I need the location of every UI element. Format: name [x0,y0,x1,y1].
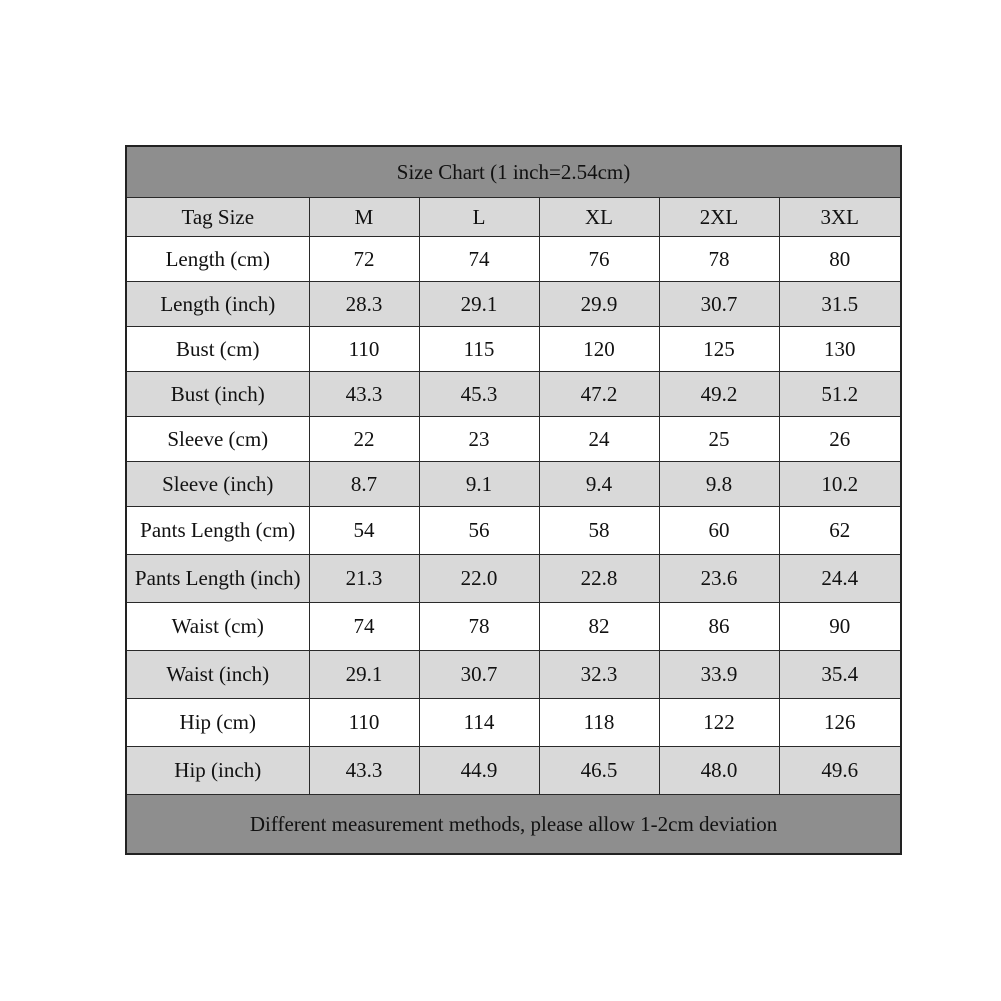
table-cell: 122 [659,699,779,747]
table-cell: 62 [779,507,901,555]
table-cell: 82 [539,603,659,651]
table-cell: 45.3 [419,372,539,417]
table-cell: 43.3 [309,372,419,417]
table-cell: 29.1 [309,651,419,699]
table-cell: 30.7 [419,651,539,699]
table-row [126,282,901,327]
size-chart-table [125,145,902,855]
table-cell: 125 [659,327,779,372]
table-row [126,462,901,507]
table-cell: 31.5 [779,282,901,327]
table-cell: 10.2 [779,462,901,507]
row-label: Sleeve (cm) [126,417,309,462]
table-cell: 74 [419,237,539,282]
table-cell: 8.7 [309,462,419,507]
header-row [126,198,901,237]
column-header-3xl: 3XL [779,198,901,237]
table-cell: 86 [659,603,779,651]
row-label: Waist (cm) [126,603,309,651]
column-header-m: M [309,198,419,237]
row-label: Pants Length (cm) [126,507,309,555]
row-label: Pants Length (inch) [126,555,309,603]
row-label: Hip (inch) [126,747,309,795]
table-cell: 78 [419,603,539,651]
table-cell: 118 [539,699,659,747]
table-cell: 22.8 [539,555,659,603]
table-cell: 21.3 [309,555,419,603]
table-cell: 90 [779,603,901,651]
row-label: Waist (inch) [126,651,309,699]
row-label: Length (inch) [126,282,309,327]
table-cell: 43.3 [309,747,419,795]
table-cell: 24.4 [779,555,901,603]
row-label: Bust (inch) [126,372,309,417]
title-row [126,146,901,198]
table-cell: 46.5 [539,747,659,795]
table-cell: 28.3 [309,282,419,327]
table-cell: 35.4 [779,651,901,699]
row-label: Bust (cm) [126,327,309,372]
table-row [126,747,901,795]
table-cell: 49.2 [659,372,779,417]
table-cell: 24 [539,417,659,462]
table-row [126,507,901,555]
deviation-note: Different measurement methods, please allow 1-2cm deviation [126,795,901,855]
table-cell: 78 [659,237,779,282]
table-cell: 9.1 [419,462,539,507]
table-cell: 48.0 [659,747,779,795]
table-cell: 60 [659,507,779,555]
row-label: Hip (cm) [126,699,309,747]
table-cell: 72 [309,237,419,282]
row-label: Length (cm) [126,237,309,282]
table-cell: 54 [309,507,419,555]
table-cell: 76 [539,237,659,282]
table-cell: 32.3 [539,651,659,699]
table-cell: 9.4 [539,462,659,507]
table-cell: 29.1 [419,282,539,327]
table-cell: 25 [659,417,779,462]
column-header-2xl: 2XL [659,198,779,237]
table-row [126,555,901,603]
table-cell: 49.6 [779,747,901,795]
column-header-xl: XL [539,198,659,237]
column-header-l: L [419,198,539,237]
table-body [126,237,901,795]
table-cell: 26 [779,417,901,462]
table-cell: 30.7 [659,282,779,327]
table-cell: 29.9 [539,282,659,327]
table-cell: 22.0 [419,555,539,603]
column-header-tag-size: Tag Size [126,198,309,237]
table-cell: 74 [309,603,419,651]
table-row [126,372,901,417]
table-cell: 47.2 [539,372,659,417]
table-cell: 23 [419,417,539,462]
table-cell: 115 [419,327,539,372]
table-row [126,417,901,462]
table-cell: 80 [779,237,901,282]
table-cell: 110 [309,699,419,747]
table-cell: 51.2 [779,372,901,417]
table-cell: 126 [779,699,901,747]
table-cell: 58 [539,507,659,555]
table-cell: 22 [309,417,419,462]
table-cell: 23.6 [659,555,779,603]
table-row [126,651,901,699]
table-cell: 130 [779,327,901,372]
table-cell: 33.9 [659,651,779,699]
table-cell: 56 [419,507,539,555]
table-row [126,237,901,282]
table-row [126,603,901,651]
row-label: Sleeve (inch) [126,462,309,507]
table-cell: 114 [419,699,539,747]
table-row [126,699,901,747]
table-cell: 120 [539,327,659,372]
table-cell: 110 [309,327,419,372]
table-cell: 44.9 [419,747,539,795]
table-cell: 9.8 [659,462,779,507]
table-row [126,327,901,372]
footer-row [126,795,901,855]
chart-title: Size Chart (1 inch=2.54cm) [126,146,901,198]
